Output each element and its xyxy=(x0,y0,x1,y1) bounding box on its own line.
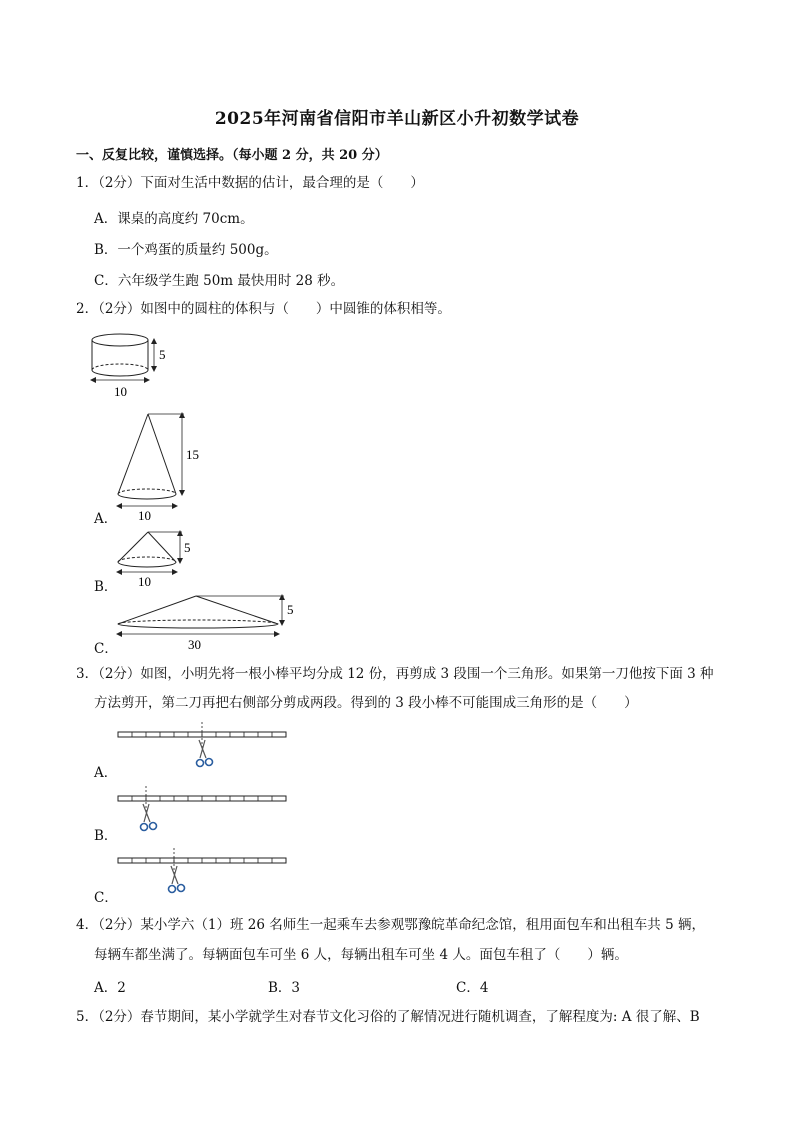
question-1-option-a: A．课桌的高度约 70cm。 xyxy=(94,211,254,227)
question-2-option-a-label: A． xyxy=(94,511,118,527)
stick-b-figure xyxy=(116,786,291,838)
question-4-stem-line1: 4．（2分）某小学六（1）班 26 名师生一起乘车去参观鄂豫皖革命纪念馆，租用面包车和出租车共 5 辆， xyxy=(76,917,705,933)
cone-b-figure xyxy=(112,528,202,590)
question-3-option-c-label: C． xyxy=(94,890,118,906)
cone-c-diameter-label: 30 xyxy=(188,637,201,652)
question-3-stem-line2: 方法剪开，第二刀再把右侧部分剪成两段。得到的 3 段小棒不可能围成三角形的是（ ） xyxy=(94,695,638,711)
stick-c-figure xyxy=(116,848,291,900)
scissors-icon xyxy=(197,740,213,767)
page-title: 2025年河南省信阳市羊山新区小升初数学试卷 xyxy=(214,109,580,129)
question-1-option-c: C．六年级学生跑 50m 最快用时 28 秒。 xyxy=(94,273,345,289)
cone-a-height-label: 15 xyxy=(186,447,199,462)
question-3-option-b-label: B． xyxy=(94,828,118,844)
question-4-option-a: A．2 xyxy=(94,980,126,996)
question-2-stem: 2．（2分）如图中的圆柱的体积与（ ）中圆锥的体积相等。 xyxy=(76,301,451,317)
question-3-option-a-label: A． xyxy=(94,765,118,781)
question-1-option-b: B．一个鸡蛋的质量约 500g。 xyxy=(94,242,278,258)
stick-a-figure xyxy=(116,722,291,774)
cone-a-figure xyxy=(112,408,212,523)
scissors-icon xyxy=(169,866,185,893)
question-2-option-c-label: C． xyxy=(94,641,118,657)
question-1-stem: 1．（2分）下面对生活中数据的估计，最合理的是（ ） xyxy=(76,175,424,191)
cylinder-figure xyxy=(88,330,178,400)
cone-a-diameter-label: 10 xyxy=(138,508,151,523)
cone-c-figure xyxy=(112,592,312,654)
cylinder-diameter-label: 10 xyxy=(114,384,127,399)
cone-b-diameter-label: 10 xyxy=(138,574,151,589)
scissors-icon xyxy=(141,804,157,831)
question-5-stem-line1: 5．（2分）春节期间，某小学就学生对春节文化习俗的了解情况进行随机调查，了解程度为: A 很了解、B xyxy=(76,1009,700,1025)
question-4-stem-line2: 每辆车都坐满了。每辆面包车可坐 6 人，每辆出租车可坐 4 人。面包车租了（ ）辆。 xyxy=(94,947,628,963)
question-2-option-b-label: B． xyxy=(94,579,118,595)
cone-b-height-label: 5 xyxy=(184,540,191,555)
cylinder-height-label: 5 xyxy=(159,347,166,362)
question-4-option-b: B．3 xyxy=(268,980,301,996)
section-heading: 一、反复比较，谨慎选择。（每小题 2 分，共 20 分） xyxy=(76,148,388,163)
question-4-option-c: C．4 xyxy=(456,980,489,996)
question-3-stem-line1: 3．（2分）如图，小明先将一根小棒平均分成 12 份，再剪成 3 段围一个三角形。如果第一刀他按下面 3 种 xyxy=(76,666,714,682)
cone-c-height-label: 5 xyxy=(287,602,294,617)
